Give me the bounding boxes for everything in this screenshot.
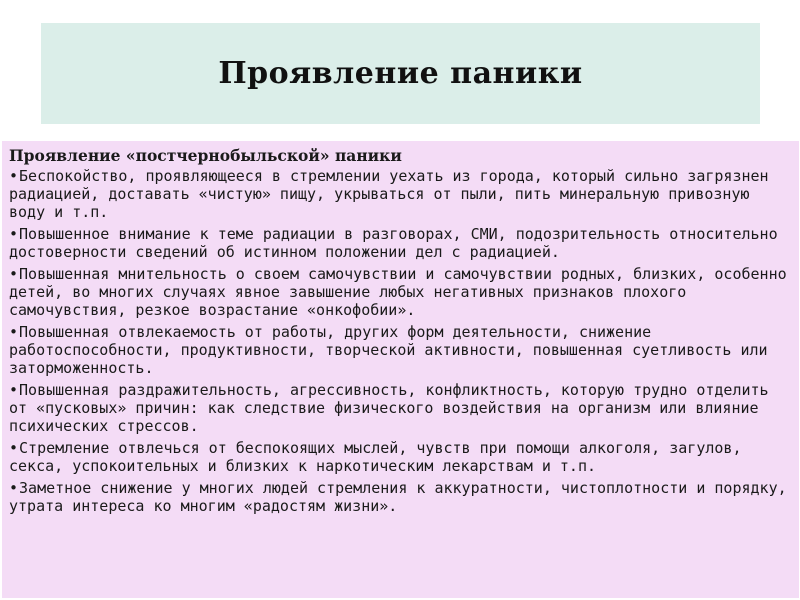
bullet-icon: • xyxy=(9,323,19,341)
subheading: Проявление «постчернобыльской» паники xyxy=(9,146,402,165)
list-item xyxy=(9,479,789,515)
list-item-text: Повышенное внимание к теме радиации в разговорах, СМИ, подозрительность относительно достоверности сведений об истинном положении дел с радиацией. xyxy=(9,225,778,261)
bullet-icon: • xyxy=(9,167,19,185)
list-item xyxy=(9,265,789,319)
bullet-icon: • xyxy=(9,381,19,399)
slide-title: Проявление паники xyxy=(218,56,583,91)
list-item-text: Стремление отвлечься от беспокоящих мыслей, чувств при помощи алкоголя, загулов, секса, успокоительных и близких к наркотическим лекарствам и т.п. xyxy=(9,439,742,475)
content-panel xyxy=(2,141,799,598)
bullet-icon: • xyxy=(9,265,19,283)
list-item-text: Заметное снижение у многих людей стремления к аккуратности, чистоплотности и порядку, утрата интереса ко многим «радостям жизни». xyxy=(9,479,787,515)
bullet-icon: • xyxy=(9,479,19,497)
list-item xyxy=(9,323,789,377)
list-item xyxy=(9,167,789,221)
list-item-text: Беспокойство, проявляющееся в стремлении уехать из города, который сильно загрязнен радиацией, доставать «чистую» пищу, укрываться от пыли, пить минеральную привозную воду и т.п. xyxy=(9,167,769,221)
title-banner xyxy=(41,23,760,124)
list-item-text: Повышенная отвлекаемость от работы, других форм деятельности, снижение работоспособности, продуктивности, творческой активности, повышенная суетливость или заторможенность. xyxy=(9,323,768,377)
bullet-list xyxy=(9,167,789,515)
list-item-text: Повышенная раздражительность, агрессивность, конфликтность, которую трудно отделить от «пусковых» причин: как следствие физического воздействия на организм или влияние психических стрессов. xyxy=(9,381,769,435)
list-item-text: Повышенная мнительность о своем самочувствии и самочувствии родных, близких, особенно детей, во многих случаях явное завышение любых негативных признаков плохого самочувствия, резкое возрастание «онкофобии». xyxy=(9,265,787,319)
bullet-icon: • xyxy=(9,225,19,243)
list-item xyxy=(9,381,789,435)
bullet-icon: • xyxy=(9,439,19,457)
list-item xyxy=(9,439,789,475)
list-item xyxy=(9,225,789,261)
